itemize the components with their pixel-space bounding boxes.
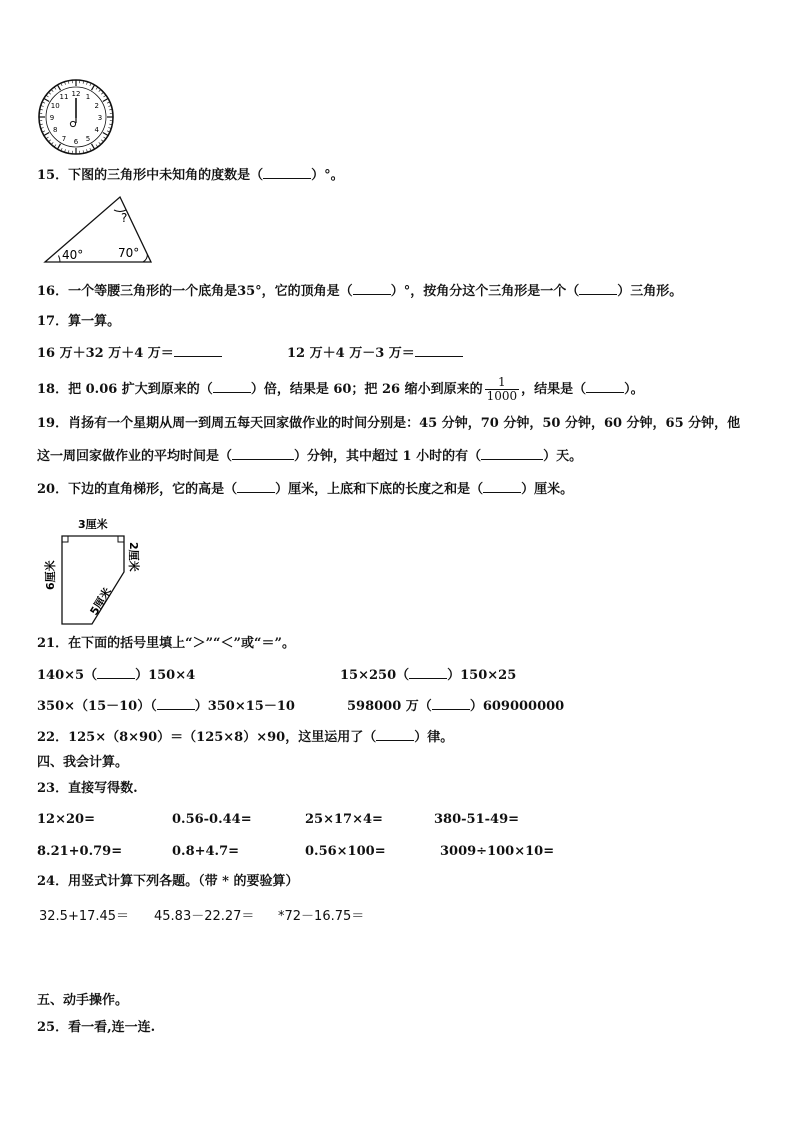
answer-blank[interactable]: [157, 697, 195, 710]
question-text: ）分钟，其中超过 1 小时的有（: [294, 449, 482, 464]
clock-tick: [96, 145, 98, 147]
answer-blank[interactable]: [174, 344, 222, 357]
q17-expression-2: 12 万＋4 万－3 万＝: [287, 344, 463, 362]
clock-number: 2: [94, 102, 100, 110]
angle-label-40: 40°: [62, 248, 84, 262]
clock-tick: [44, 99, 49, 102]
question-23: [37, 781, 138, 797]
answer-blank[interactable]: [579, 282, 617, 295]
q24-item: *72－16.75＝: [278, 909, 365, 924]
question-number: 16．: [37, 284, 69, 299]
q24-item: 45.83－22.27＝: [154, 909, 255, 924]
question-text: 125×（8×90）＝（125×8）×90，这里运用了（: [68, 730, 377, 745]
answer-blank[interactable]: [415, 344, 463, 357]
q17-expression-1: 16 万＋32 万＋4 万＝: [37, 344, 222, 362]
q23-item: 0.8+4.7=: [172, 844, 240, 859]
answer-blank[interactable]: [481, 447, 543, 460]
clock-tick: [44, 133, 49, 136]
question-number: 17．: [37, 314, 69, 329]
question-text: ）天。: [543, 449, 583, 464]
answer-blank[interactable]: [483, 480, 521, 493]
clock-tick: [103, 133, 108, 136]
clock-tick: [92, 144, 95, 149]
angle-label-unknown: ?: [121, 211, 128, 225]
clock-number: 12: [71, 90, 81, 98]
clock-tick: [101, 140, 103, 142]
q23-item: 3009÷100×10=: [440, 844, 555, 859]
clock-number: 9: [49, 114, 55, 122]
clock-number: 1: [85, 93, 91, 102]
q21-item: 15×250（ ）150×25: [340, 668, 517, 683]
clock-tick: [96, 87, 98, 89]
question-number: 21．: [37, 636, 69, 651]
answer-blank[interactable]: [353, 282, 391, 295]
angle-label-70: 70°: [118, 246, 140, 260]
clock-tick: [54, 87, 56, 89]
q23-item: 0.56×100=: [305, 844, 386, 859]
question-number: 23．: [37, 781, 69, 796]
clock-tick: [104, 137, 106, 139]
clock-number: 6: [73, 138, 79, 146]
question-22: [37, 728, 453, 746]
question-24: [37, 874, 298, 890]
clock-number: 7: [61, 134, 67, 143]
clock-tick: [101, 92, 103, 94]
question-text: ，结果是（: [521, 382, 587, 397]
question-text: ）倍，结果是 60；把 26 缩小到原来的: [250, 382, 483, 397]
question-number: 19．: [37, 416, 69, 431]
question-text: ）。: [624, 382, 644, 397]
clock-tick: [51, 90, 53, 92]
clock-tick: [99, 142, 101, 144]
q24-item: 32.5+17.45＝: [39, 909, 130, 924]
question-text: 用竖式计算下列各题。（带 * 的要验算）: [68, 874, 299, 889]
question-number: 25．: [37, 1020, 69, 1035]
question-18: [37, 372, 644, 408]
clock-tick: [51, 142, 53, 144]
clock-tick: [104, 95, 106, 97]
answer-blank[interactable]: [432, 697, 470, 710]
question-text: 在下面的括号里填上“＞”“＜”或“＝”。: [68, 636, 295, 651]
answer-blank[interactable]: [263, 166, 311, 179]
question-text: ）律。: [414, 730, 454, 745]
question-number: 22．: [37, 730, 69, 745]
q23-item: 12×20=: [37, 812, 95, 827]
question-text: ）°，按角分这个三角形是一个（: [390, 284, 580, 299]
question-number: 24．: [37, 874, 69, 889]
q23-item: 380-51-49=: [434, 812, 520, 827]
answer-blank[interactable]: [97, 666, 135, 679]
question-text: 一个等腰三角形的一个底角是35°，它的顶角是（: [68, 284, 353, 299]
q23-item: 25×17×4=: [305, 812, 383, 827]
question-text: 算一算。: [68, 314, 121, 329]
question-text: 肖扬有一个星期从周一到周五每天回家做作业的时间分别是：45 分钟，70 分钟，50 分钟，60 分钟，65 分钟，他: [68, 416, 741, 431]
clock-tick: [99, 90, 101, 92]
question-text: 这一周回家做作业的平均时间是（: [37, 449, 233, 464]
q21-item: 350×（15－10）（ ）350×15－10: [37, 699, 295, 714]
answer-blank[interactable]: [237, 480, 275, 493]
clock-number: 11: [59, 93, 69, 102]
answer-blank[interactable]: [213, 380, 251, 393]
question-text: 把 0.06 扩大到原来的（: [68, 382, 213, 397]
trapezoid-right-label: 2厘米: [127, 542, 140, 572]
answer-blank[interactable]: [376, 728, 414, 741]
question-text: ）厘米。: [521, 482, 574, 497]
clock-tick: [103, 99, 108, 102]
triangle-figure: [42, 194, 154, 264]
clock-number: 4: [94, 126, 100, 134]
clock-number: 5: [85, 134, 91, 143]
answer-blank[interactable]: [232, 447, 294, 460]
question-text: 下图的三角形中未知角的度数是（: [68, 168, 264, 183]
trapezoid-figure: [40, 512, 150, 627]
q23-item: 8.21+0.79=: [37, 844, 123, 859]
clock-figure: [37, 78, 115, 156]
clock-number: 10: [50, 102, 60, 110]
clock-tick: [46, 137, 48, 139]
q21-item: 598000 万（ ）609000000: [347, 699, 565, 714]
q21-item: 140×5（ ）150×4: [37, 668, 196, 683]
section-heading-4: 四、我会计算。: [37, 755, 129, 770]
clock-number: 3: [97, 114, 103, 122]
trapezoid-top-label: 3厘米: [78, 518, 108, 531]
answer-blank[interactable]: [409, 666, 447, 679]
question-text: 下边的直角梯形，它的高是（: [68, 482, 238, 497]
question-25: [37, 1020, 155, 1036]
fraction-one-thousandth: $\frac{1}{1000}$: [486, 375, 518, 403]
question-19-line-2: [37, 447, 582, 465]
clock-tick: [54, 145, 56, 147]
clock-number: 8: [52, 126, 58, 134]
trapezoid-slant-label: 5厘米: [87, 585, 115, 618]
clock-tick: [49, 92, 51, 94]
question-16: [37, 282, 682, 300]
answer-blank[interactable]: [586, 380, 624, 393]
question-20: [37, 480, 573, 498]
question-text: 看一看,连一连.: [68, 1020, 156, 1035]
question-text: 直接写得数.: [68, 781, 138, 796]
clock-tick: [49, 140, 51, 142]
trapezoid-left-label: 6厘米: [44, 560, 57, 590]
question-text: ）°。: [311, 168, 344, 183]
clock-tick: [58, 85, 61, 90]
section-heading-5: 五、动手操作。: [37, 993, 129, 1008]
clock-tick: [46, 95, 48, 97]
question-number: 15．: [37, 168, 69, 183]
question-text: ）厘米，上底和下底的长度之和是（: [275, 482, 484, 497]
question-15: [37, 166, 344, 184]
clock-tick: [58, 144, 61, 149]
question-text: ）三角形。: [617, 284, 683, 299]
question-17: [37, 314, 120, 330]
question-19-line-1: [37, 416, 740, 432]
question-number: 20．: [37, 482, 69, 497]
question-number: 18．: [37, 382, 69, 397]
clock-tick: [92, 85, 95, 90]
question-21: [37, 636, 295, 652]
clock-center: [70, 121, 75, 126]
q23-item: 0.56-0.44=: [172, 812, 252, 827]
